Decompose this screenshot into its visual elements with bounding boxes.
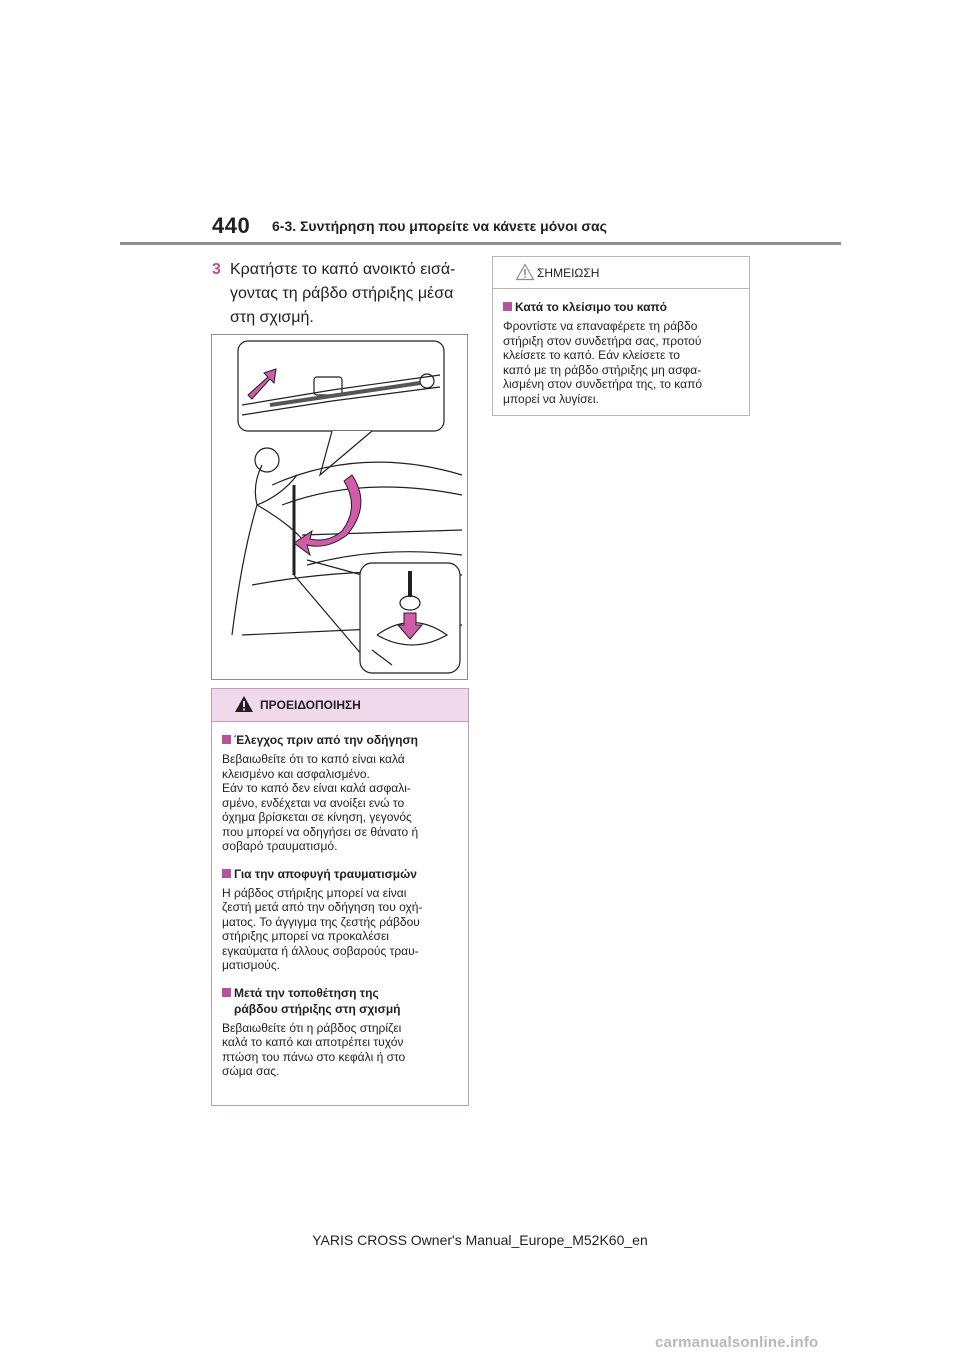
hood-support-drawing <box>212 335 468 680</box>
note-box <box>492 256 750 416</box>
page-footer: YARIS CROSS Owner's Manual_Europe_M52K60_en <box>312 1232 648 1248</box>
header-divider <box>120 242 841 245</box>
warning-item-title: Έλεγχος πριν από την οδήγηση <box>222 732 458 748</box>
note-item <box>503 299 739 406</box>
warning-title: ΠΡΟΕΙΔΟΠΟΙΗΣΗ <box>260 698 361 712</box>
warning-item <box>222 866 458 973</box>
note-item-text: Φροντίστε να επαναφέρετε τη ράβδο στήριξη στον συνδετήρα σας, προτού κλείσετε το καπό. Εάν κλείσετε το καπό με τη ράβδο στήριξης μη ασφα- λισμένη στον συνδετήρα της, το καπό μπορεί να λυγίσει. <box>503 319 703 406</box>
warning-item-text: Βεβαιωθείτε ότι η ράβδος στηρίζει καλά το καπό και αποτρέπει τυχόν πτώση του πάνω στο κεφάλι ή στο σώμα σας. <box>222 1020 406 1078</box>
warning-item <box>222 985 458 1079</box>
note-title: ΣΗΜΕΙΩΣΗ <box>537 266 600 280</box>
section-title: 6-3. Συντήρηση που μπορείτε να κάνετε μόνοι σας <box>272 218 607 234</box>
hood-support-illustration <box>211 334 468 680</box>
step-text: Κρατήστε το καπό ανοικτό εισά- γοντας τη ράβδο στήριξης μέσα στη σχισμή. <box>230 261 456 326</box>
note-header <box>493 257 749 289</box>
page-number: 440 <box>212 213 251 238</box>
warning-body <box>212 722 468 1079</box>
warning-header <box>212 689 468 722</box>
caution-outline-icon <box>515 263 535 281</box>
watermark: carmanualsonline.info <box>655 1334 819 1351</box>
warning-triangle-icon <box>234 695 254 713</box>
note-body <box>493 289 749 406</box>
warning-item-text: Βεβαιωθείτε ότι το καπό είναι καλά κλεισμένο και ασφαλισμένο. Εάν το καπό δεν είναι καλά ασφαλι- σμένο, ενδέχεται να ανοίξει ενώ το όχημα βρίσκεται σε κίνηση, γεγονός που μπορεί να οδηγήσει σε θάνατο ή σοβαρό τραυματισμό. <box>222 752 419 853</box>
step-3 <box>212 258 472 330</box>
warning-box <box>211 688 469 1106</box>
warning-item-title: Μετά την τοποθέτηση της ράβδου στήριξης στη σχισμή <box>222 985 458 1017</box>
warning-item-title: Για την αποφυγή τραυματισμών <box>222 866 458 882</box>
step-number: 3 <box>212 261 221 278</box>
warning-item-text: Η ράβδος στήριξης μπορεί να είναι ζεστή μετά από την οδήγηση του οχή- ματος. Το άγγιγμα της ζεστής ράβδου στήριξης μπορεί να προκαλέσει εγκαύματα ή άλλους σοβαρούς τραυ- ματισμούς. <box>222 885 423 972</box>
page-header <box>0 0 960 250</box>
warning-item <box>222 732 458 854</box>
note-item-title: Κατά το κλείσιμο του καπό <box>503 299 739 315</box>
